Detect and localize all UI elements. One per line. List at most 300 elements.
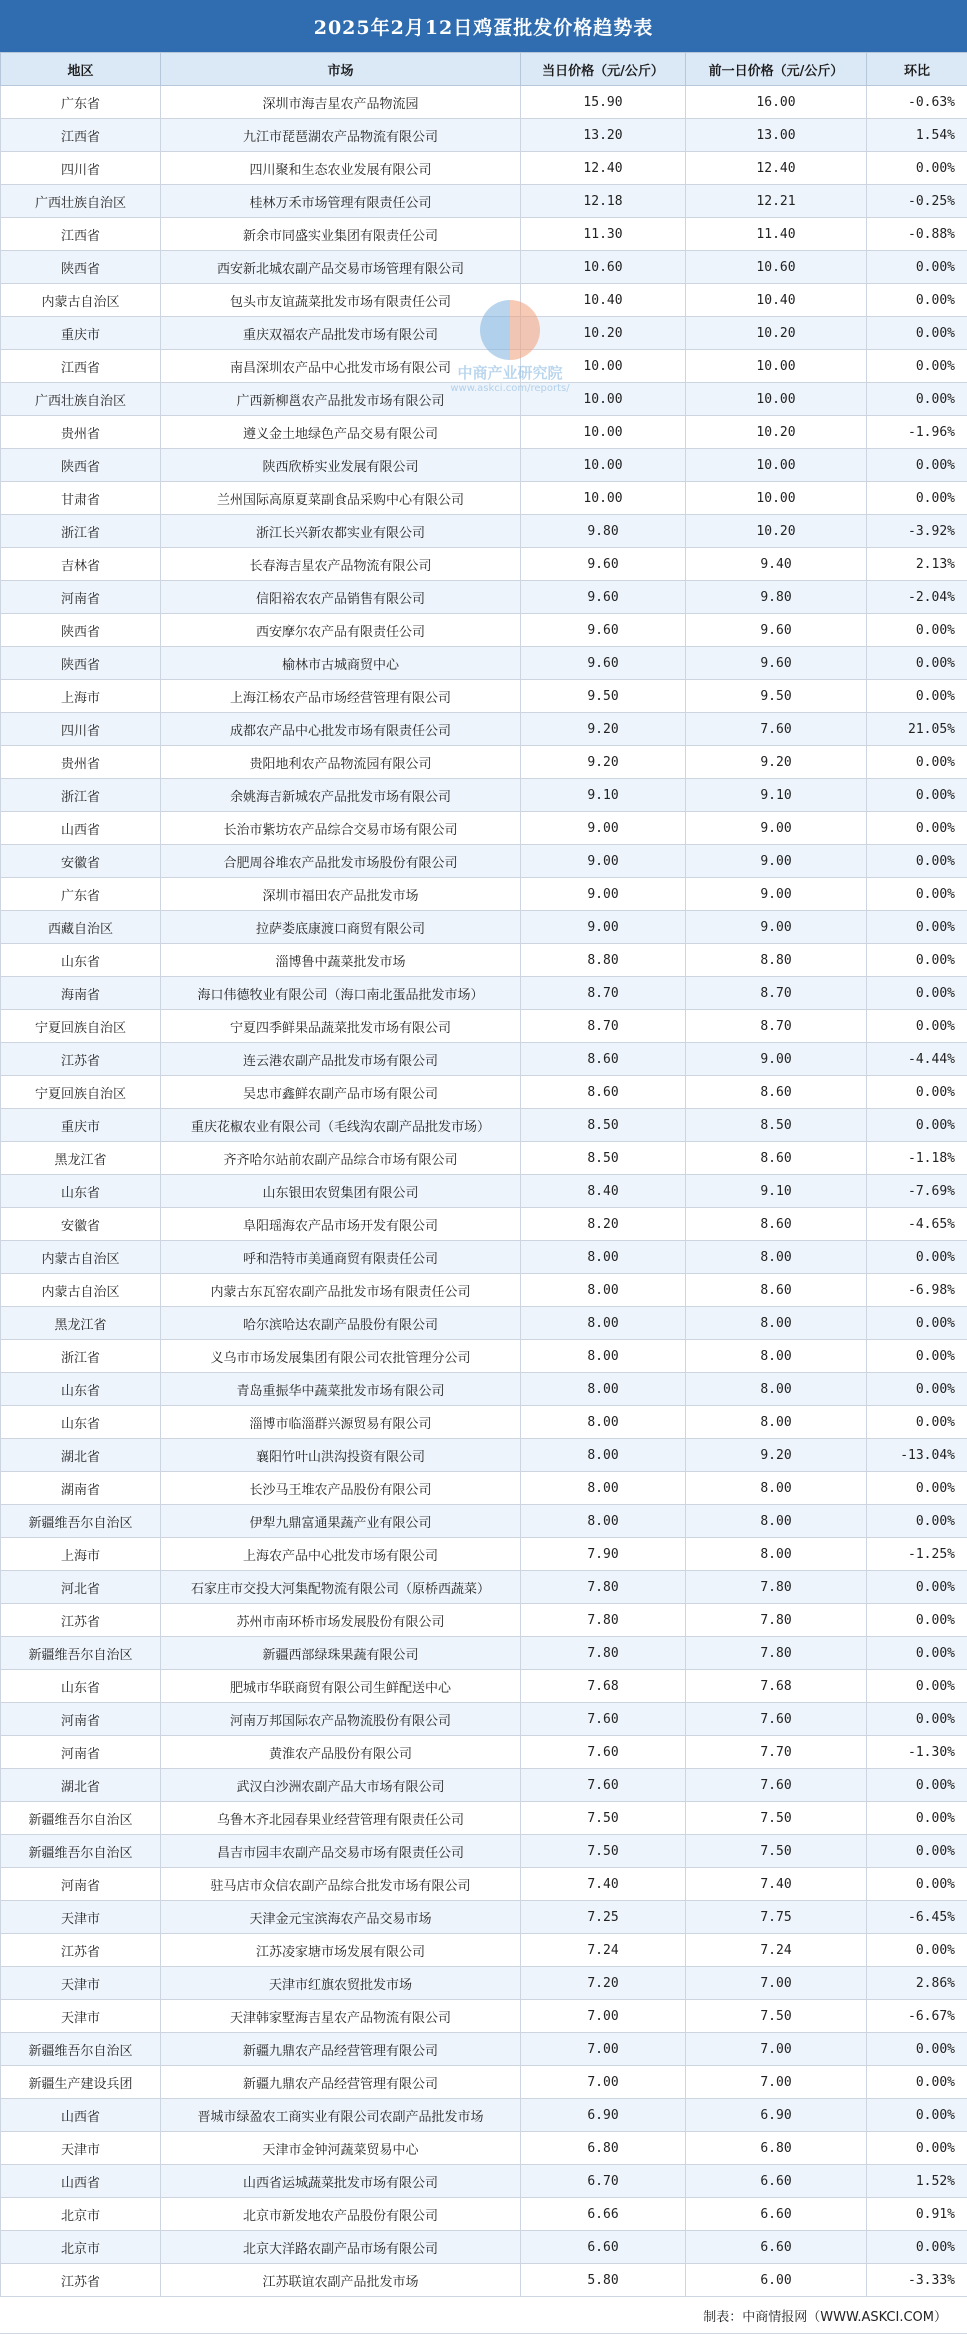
cell-today-price: 7.80 (521, 1571, 686, 1604)
cell-market: 上海农产品中心批发市场有限公司 (161, 1538, 521, 1571)
cell-today-price: 9.00 (521, 845, 686, 878)
cell-prev-price: 9.20 (686, 1439, 867, 1472)
cell-change: 0.00% (867, 1241, 967, 1274)
cell-region: 海南省 (1, 977, 161, 1010)
cell-today-price: 6.80 (521, 2132, 686, 2165)
table-row (1, 1637, 967, 1670)
cell-prev-price: 9.60 (686, 614, 867, 647)
cell-change: 0.00% (867, 1670, 967, 1703)
cell-change: 0.00% (867, 2066, 967, 2099)
table-row (1, 713, 967, 746)
cell-prev-price: 8.60 (686, 1208, 867, 1241)
cell-region: 新疆维吾尔自治区 (1, 1505, 161, 1538)
cell-prev-price: 7.50 (686, 1802, 867, 1835)
cell-market: 昌吉市园丰农副产品交易市场有限责任公司 (161, 1835, 521, 1868)
cell-market: 长沙马王堆农产品股份有限公司 (161, 1472, 521, 1505)
table-row (1, 1175, 967, 1208)
table-row (1, 1505, 967, 1538)
cell-prev-price: 7.60 (686, 1769, 867, 1802)
cell-prev-price: 10.00 (686, 350, 867, 383)
cell-prev-price: 9.10 (686, 779, 867, 812)
table-title: 2025年2月12日鸡蛋批发价格趋势表 (0, 0, 967, 52)
cell-market: 义乌市市场发展集团有限公司农批管理分公司 (161, 1340, 521, 1373)
cell-prev-price: 7.60 (686, 713, 867, 746)
cell-change: -6.98% (867, 1274, 967, 1307)
table-row (1, 2099, 967, 2132)
cell-change: -4.44% (867, 1043, 967, 1076)
table-row (1, 2165, 967, 2198)
cell-market: 四川聚和生态农业发展有限公司 (161, 152, 521, 185)
cell-prev-price: 8.00 (686, 1241, 867, 1274)
cell-today-price: 9.00 (521, 812, 686, 845)
cell-market: 驻马店市众信农副产品综合批发市场有限公司 (161, 1868, 521, 1901)
cell-today-price: 7.25 (521, 1901, 686, 1934)
footer-source: 制表：中商情报网（WWW.ASKCI.COM） (0, 2297, 967, 2334)
cell-change: 21.05% (867, 713, 967, 746)
cell-region: 河南省 (1, 1703, 161, 1736)
table-row (1, 614, 967, 647)
cell-prev-price: 8.00 (686, 1340, 867, 1373)
table-row (1, 1439, 967, 1472)
table-row (1, 1307, 967, 1340)
cell-market: 信阳裕农农产品销售有限公司 (161, 581, 521, 614)
cell-change: 1.54% (867, 119, 967, 152)
cell-change: -3.92% (867, 515, 967, 548)
table-body (1, 86, 967, 2297)
cell-prev-price: 8.70 (686, 977, 867, 1010)
table-row (1, 1208, 967, 1241)
cell-prev-price: 10.20 (686, 317, 867, 350)
cell-today-price: 6.90 (521, 2099, 686, 2132)
cell-market: 重庆双福农产品批发市场有限公司 (161, 317, 521, 350)
table-row (1, 1868, 967, 1901)
cell-market: 深圳市福田农产品批发市场 (161, 878, 521, 911)
cell-change: 0.00% (867, 1835, 967, 1868)
cell-market: 九江市琵琶湖农产品物流有限公司 (161, 119, 521, 152)
cell-market: 新余市同盛实业集团有限责任公司 (161, 218, 521, 251)
table-row (1, 1340, 967, 1373)
cell-change: 0.00% (867, 647, 967, 680)
cell-change: 0.00% (867, 614, 967, 647)
cell-today-price: 8.80 (521, 944, 686, 977)
cell-prev-price: 9.60 (686, 647, 867, 680)
cell-prev-price: 7.00 (686, 1967, 867, 2000)
cell-today-price: 8.70 (521, 977, 686, 1010)
table-row (1, 1802, 967, 1835)
table-row (1, 152, 967, 185)
cell-prev-price: 7.00 (686, 2033, 867, 2066)
cell-region: 浙江省 (1, 779, 161, 812)
cell-prev-price: 9.00 (686, 845, 867, 878)
cell-market: 吴忠市鑫鲜农副产品市场有限公司 (161, 1076, 521, 1109)
cell-change: -6.45% (867, 1901, 967, 1934)
cell-market: 西安新北城农副产品交易市场管理有限公司 (161, 251, 521, 284)
cell-market: 山东银田农贸集团有限公司 (161, 1175, 521, 1208)
cell-market: 陕西欣桥实业发展有限公司 (161, 449, 521, 482)
cell-market: 淄博市临淄群兴源贸易有限公司 (161, 1406, 521, 1439)
cell-prev-price: 9.80 (686, 581, 867, 614)
table-row (1, 1109, 967, 1142)
cell-market: 哈尔滨哈达农副产品股份有限公司 (161, 1307, 521, 1340)
cell-today-price: 9.20 (521, 746, 686, 779)
cell-region: 陕西省 (1, 647, 161, 680)
cell-today-price: 13.20 (521, 119, 686, 152)
table-row (1, 383, 967, 416)
cell-region: 吉林省 (1, 548, 161, 581)
cell-today-price: 8.00 (521, 1505, 686, 1538)
cell-change: 0.00% (867, 284, 967, 317)
cell-today-price: 7.80 (521, 1637, 686, 1670)
cell-today-price: 10.00 (521, 449, 686, 482)
header-change: 环比 (867, 53, 967, 86)
cell-prev-price: 7.68 (686, 1670, 867, 1703)
cell-change: 2.13% (867, 548, 967, 581)
cell-today-price: 10.00 (521, 350, 686, 383)
table-row (1, 845, 967, 878)
cell-today-price: 8.00 (521, 1472, 686, 1505)
table-row (1, 977, 967, 1010)
cell-today-price: 12.18 (521, 185, 686, 218)
cell-today-price: 9.60 (521, 647, 686, 680)
cell-region: 江苏省 (1, 1043, 161, 1076)
cell-region: 天津市 (1, 1901, 161, 1934)
cell-region: 内蒙古自治区 (1, 1274, 161, 1307)
cell-today-price: 15.90 (521, 86, 686, 119)
cell-today-price: 8.00 (521, 1274, 686, 1307)
table-row (1, 119, 967, 152)
table-row (1, 944, 967, 977)
cell-change: -1.18% (867, 1142, 967, 1175)
cell-today-price: 9.00 (521, 878, 686, 911)
table-row (1, 284, 967, 317)
cell-change: -0.63% (867, 86, 967, 119)
cell-market: 广西新柳邕农产品批发市场有限公司 (161, 383, 521, 416)
cell-region: 宁夏回族自治区 (1, 1010, 161, 1043)
cell-market: 淄博鲁中蔬菜批发市场 (161, 944, 521, 977)
cell-today-price: 12.40 (521, 152, 686, 185)
cell-prev-price: 9.00 (686, 911, 867, 944)
cell-change: -4.65% (867, 1208, 967, 1241)
cell-prev-price: 10.20 (686, 416, 867, 449)
cell-market: 长治市紫坊农产品综合交易市场有限公司 (161, 812, 521, 845)
cell-today-price: 7.20 (521, 1967, 686, 2000)
cell-today-price: 8.40 (521, 1175, 686, 1208)
table-row (1, 1934, 967, 1967)
cell-prev-price: 8.00 (686, 1505, 867, 1538)
cell-region: 宁夏回族自治区 (1, 1076, 161, 1109)
cell-today-price: 7.40 (521, 1868, 686, 1901)
cell-market: 成都农产品中心批发市场有限责任公司 (161, 713, 521, 746)
cell-region: 黑龙江省 (1, 1307, 161, 1340)
cell-prev-price: 8.50 (686, 1109, 867, 1142)
cell-region: 上海市 (1, 680, 161, 713)
cell-prev-price: 9.00 (686, 1043, 867, 1076)
table-row (1, 1967, 967, 2000)
cell-today-price: 9.20 (521, 713, 686, 746)
cell-region: 重庆市 (1, 317, 161, 350)
cell-today-price: 9.60 (521, 581, 686, 614)
cell-today-price: 7.24 (521, 1934, 686, 1967)
cell-region: 湖南省 (1, 1472, 161, 1505)
table-row (1, 86, 967, 119)
cell-region: 山东省 (1, 1175, 161, 1208)
table-row (1, 2264, 967, 2297)
cell-change: 0.00% (867, 1307, 967, 1340)
cell-today-price: 7.60 (521, 1703, 686, 1736)
table-row (1, 647, 967, 680)
cell-prev-price: 10.60 (686, 251, 867, 284)
cell-prev-price: 11.40 (686, 218, 867, 251)
table-row (1, 1373, 967, 1406)
cell-today-price: 8.00 (521, 1373, 686, 1406)
cell-today-price: 8.00 (521, 1241, 686, 1274)
cell-change: 1.52% (867, 2165, 967, 2198)
cell-market: 包头市友谊蔬菜批发市场有限责任公司 (161, 284, 521, 317)
table-row (1, 1736, 967, 1769)
table-row (1, 2198, 967, 2231)
cell-today-price: 10.40 (521, 284, 686, 317)
cell-region: 新疆维吾尔自治区 (1, 1835, 161, 1868)
cell-prev-price: 8.70 (686, 1010, 867, 1043)
cell-region: 四川省 (1, 152, 161, 185)
cell-region: 河北省 (1, 1571, 161, 1604)
cell-market: 新疆西部绿珠果蔬有限公司 (161, 1637, 521, 1670)
cell-market: 榆林市古城商贸中心 (161, 647, 521, 680)
cell-change: -7.69% (867, 1175, 967, 1208)
cell-today-price: 8.70 (521, 1010, 686, 1043)
cell-prev-price: 9.50 (686, 680, 867, 713)
cell-change: 0.00% (867, 1109, 967, 1142)
cell-change: 0.91% (867, 2198, 967, 2231)
cell-region: 四川省 (1, 713, 161, 746)
cell-prev-price: 7.40 (686, 1868, 867, 1901)
cell-prev-price: 10.00 (686, 449, 867, 482)
table-row (1, 1274, 967, 1307)
cell-region: 江苏省 (1, 1604, 161, 1637)
cell-prev-price: 7.75 (686, 1901, 867, 1934)
cell-market: 黄淮农产品股份有限公司 (161, 1736, 521, 1769)
table-row (1, 1604, 967, 1637)
cell-change: 0.00% (867, 2099, 967, 2132)
cell-today-price: 7.60 (521, 1769, 686, 1802)
cell-prev-price: 8.00 (686, 1373, 867, 1406)
cell-region: 安徽省 (1, 845, 161, 878)
cell-region: 山西省 (1, 812, 161, 845)
cell-change: -13.04% (867, 1439, 967, 1472)
cell-region: 山东省 (1, 1373, 161, 1406)
cell-region: 新疆维吾尔自治区 (1, 1637, 161, 1670)
cell-region: 黑龙江省 (1, 1142, 161, 1175)
cell-change: 0.00% (867, 317, 967, 350)
cell-today-price: 9.60 (521, 548, 686, 581)
cell-market: 肥城市华联商贸有限公司生鲜配送中心 (161, 1670, 521, 1703)
cell-region: 内蒙古自治区 (1, 284, 161, 317)
cell-change: -1.25% (867, 1538, 967, 1571)
table-row (1, 1406, 967, 1439)
cell-prev-price: 16.00 (686, 86, 867, 119)
cell-market: 长春海吉星农产品物流有限公司 (161, 548, 521, 581)
table-row (1, 1769, 967, 1802)
cell-prev-price: 13.00 (686, 119, 867, 152)
cell-region: 广西壮族自治区 (1, 383, 161, 416)
cell-market: 武汉白沙洲农副产品大市场有限公司 (161, 1769, 521, 1802)
cell-market: 合肥周谷堆农产品批发市场股份有限公司 (161, 845, 521, 878)
cell-change: 0.00% (867, 482, 967, 515)
cell-prev-price: 7.00 (686, 2066, 867, 2099)
cell-region: 陕西省 (1, 251, 161, 284)
cell-region: 安徽省 (1, 1208, 161, 1241)
cell-market: 襄阳竹叶山洪沟投资有限公司 (161, 1439, 521, 1472)
cell-change: 0.00% (867, 1934, 967, 1967)
table-row (1, 2132, 967, 2165)
cell-prev-price: 6.90 (686, 2099, 867, 2132)
cell-market: 天津韩家墅海吉星农产品物流有限公司 (161, 2000, 521, 2033)
cell-prev-price: 10.00 (686, 383, 867, 416)
cell-market: 海口伟德牧业有限公司（海口南北蛋品批发市场） (161, 977, 521, 1010)
cell-change: 0.00% (867, 1868, 967, 1901)
table-row (1, 1472, 967, 1505)
cell-prev-price: 8.00 (686, 1406, 867, 1439)
cell-change: 0.00% (867, 1010, 967, 1043)
cell-region: 广东省 (1, 86, 161, 119)
cell-today-price: 6.60 (521, 2231, 686, 2264)
cell-change: 0.00% (867, 1802, 967, 1835)
table-row (1, 1076, 967, 1109)
cell-region: 北京市 (1, 2231, 161, 2264)
cell-region: 江西省 (1, 119, 161, 152)
cell-region: 重庆市 (1, 1109, 161, 1142)
cell-prev-price: 8.00 (686, 1472, 867, 1505)
cell-market: 苏州市南环桥市场发展股份有限公司 (161, 1604, 521, 1637)
cell-region: 甘肃省 (1, 482, 161, 515)
cell-prev-price: 8.60 (686, 1076, 867, 1109)
cell-change: 0.00% (867, 2033, 967, 2066)
cell-region: 江西省 (1, 350, 161, 383)
cell-region: 新疆维吾尔自治区 (1, 1802, 161, 1835)
cell-change: 0.00% (867, 2231, 967, 2264)
cell-change: 0.00% (867, 1472, 967, 1505)
cell-region: 贵州省 (1, 416, 161, 449)
table-row (1, 1010, 967, 1043)
table-row (1, 1241, 967, 1274)
table-row (1, 2231, 967, 2264)
header-region: 地区 (1, 53, 161, 86)
cell-change: 0.00% (867, 911, 967, 944)
cell-change: -6.67% (867, 2000, 967, 2033)
cell-change: -3.33% (867, 2264, 967, 2297)
cell-change: 0.00% (867, 944, 967, 977)
cell-market: 阜阳瑶海农产品市场开发有限公司 (161, 1208, 521, 1241)
cell-market: 新疆九鼎农产品经营管理有限公司 (161, 2033, 521, 2066)
cell-today-price: 10.20 (521, 317, 686, 350)
cell-region: 陕西省 (1, 449, 161, 482)
cell-region: 山东省 (1, 1670, 161, 1703)
cell-market: 连云港农副产品批发市场有限公司 (161, 1043, 521, 1076)
cell-region: 新疆维吾尔自治区 (1, 2033, 161, 2066)
cell-market: 拉萨娄底康渡口商贸有限公司 (161, 911, 521, 944)
cell-market: 天津金元宝滨海农产品交易市场 (161, 1901, 521, 1934)
cell-market: 河南万邦国际农产品物流股份有限公司 (161, 1703, 521, 1736)
cell-market: 乌鲁木齐北园春果业经营管理有限责任公司 (161, 1802, 521, 1835)
watermark-text: 中商产业研究院 (440, 362, 580, 383)
cell-region: 天津市 (1, 2000, 161, 2033)
cell-prev-price: 10.20 (686, 515, 867, 548)
cell-market: 青岛重振华中蔬菜批发市场有限公司 (161, 1373, 521, 1406)
cell-prev-price: 9.40 (686, 548, 867, 581)
cell-change: 0.00% (867, 812, 967, 845)
cell-region: 山东省 (1, 944, 161, 977)
header-prev-price: 前一日价格（元/公斤） (686, 53, 867, 86)
cell-today-price: 8.50 (521, 1142, 686, 1175)
cell-prev-price: 9.10 (686, 1175, 867, 1208)
cell-market: 贵阳地利农产品物流园有限公司 (161, 746, 521, 779)
table-row (1, 1670, 967, 1703)
table-row (1, 416, 967, 449)
table-row (1, 1571, 967, 1604)
cell-change: 0.00% (867, 1505, 967, 1538)
cell-today-price: 8.60 (521, 1076, 686, 1109)
cell-prev-price: 12.21 (686, 185, 867, 218)
cell-prev-price: 8.60 (686, 1274, 867, 1307)
table-row (1, 878, 967, 911)
cell-change: 0.00% (867, 251, 967, 284)
cell-region: 江苏省 (1, 1934, 161, 1967)
cell-prev-price: 7.50 (686, 2000, 867, 2033)
table-row (1, 251, 967, 284)
cell-today-price: 8.20 (521, 1208, 686, 1241)
cell-market: 内蒙古东瓦窑农副产品批发市场有限责任公司 (161, 1274, 521, 1307)
table-row (1, 1538, 967, 1571)
table-row (1, 746, 967, 779)
cell-region: 山西省 (1, 2165, 161, 2198)
cell-today-price: 9.80 (521, 515, 686, 548)
table-row (1, 779, 967, 812)
table-row (1, 449, 967, 482)
cell-region: 西藏自治区 (1, 911, 161, 944)
table-row (1, 911, 967, 944)
table-row (1, 1043, 967, 1076)
cell-market: 南昌深圳农产品中心批发市场有限公司 (161, 350, 521, 383)
cell-prev-price: 8.60 (686, 1142, 867, 1175)
table-row (1, 2066, 967, 2099)
cell-today-price: 8.00 (521, 1406, 686, 1439)
cell-change: -1.30% (867, 1736, 967, 1769)
cell-market: 呼和浩特市美通商贸有限责任公司 (161, 1241, 521, 1274)
cell-today-price: 8.00 (521, 1439, 686, 1472)
cell-prev-price: 6.80 (686, 2132, 867, 2165)
watermark-url: www.askci.com/reports/ (440, 383, 580, 394)
cell-prev-price: 8.00 (686, 1307, 867, 1340)
cell-today-price: 7.00 (521, 2033, 686, 2066)
cell-region: 上海市 (1, 1538, 161, 1571)
cell-prev-price: 6.60 (686, 2165, 867, 2198)
cell-region: 新疆生产建设兵团 (1, 2066, 161, 2099)
cell-today-price: 9.60 (521, 614, 686, 647)
cell-today-price: 8.50 (521, 1109, 686, 1142)
cell-today-price: 7.50 (521, 1802, 686, 1835)
table-row (1, 482, 967, 515)
cell-today-price: 9.10 (521, 779, 686, 812)
table-row (1, 515, 967, 548)
table-row (1, 317, 967, 350)
cell-market: 遵义金土地绿色产品交易有限公司 (161, 416, 521, 449)
cell-market: 齐齐哈尔站前农副产品综合市场有限公司 (161, 1142, 521, 1175)
cell-change: 0.00% (867, 1076, 967, 1109)
cell-today-price: 6.66 (521, 2198, 686, 2231)
cell-today-price: 7.80 (521, 1604, 686, 1637)
cell-today-price: 9.50 (521, 680, 686, 713)
cell-today-price: 8.00 (521, 1340, 686, 1373)
